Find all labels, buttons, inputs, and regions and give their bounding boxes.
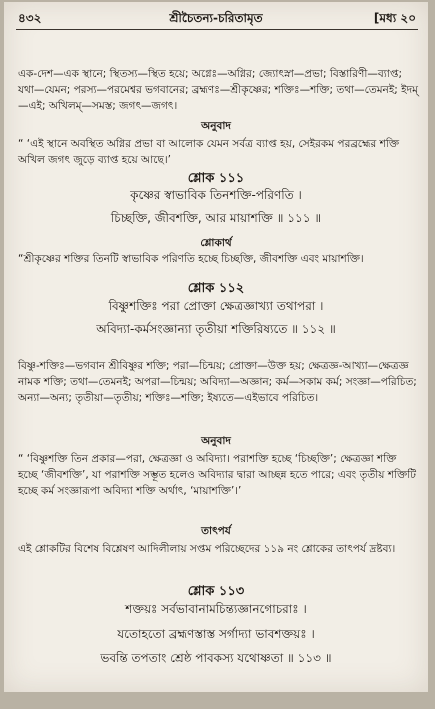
chapter-label: [মধ্য ২০ [373, 11, 416, 25]
slokartha-paragraph: “শ্রীকৃষ্ণের শক্তির তিনটি স্বাভাবিক পরিণতি হচ্ছে চিচ্ছক্তি, জীবশক্তি এবং মায়াশক্তি। [18, 253, 364, 265]
sloka-112-line-2: অবিদ্যা-কর্মসংজ্ঞান্যা তৃতীয়া শক্তিরিষ্যতে ॥ ১১২ ॥ [96, 322, 336, 336]
header-rule [16, 29, 418, 30]
sloka-112-heading: শ্লোক ১১২ [187, 281, 245, 296]
purport-paragraph: এই শ্লোকটির বিশেষ বিশ্লেষণ আদিলীলায় সপ্তম পরিচ্ছেদের ১১৯ নং শ্লোকের তাৎপর্য দ্রষ্টব্য। [18, 543, 396, 555]
sloka-113-heading: শ্লোক ১১৩ [187, 584, 245, 599]
sloka-113-line-2: যতোহতো ব্রহ্মণস্তাস্ত সর্গাদ্যা ভাবশক্তয়ঃ । [117, 627, 315, 641]
translation-paragraph-1: “ ‘এই স্থানে অবস্থিত অগ্নির প্রভা বা আলোক যেমন সর্বত্র ব্যাপ্ত হয়, সেইরকম পরব্রহ্মের শক্তি অখিল জগৎ জুড়ে ব্যাপ্ত হয়ে আছে।’ [18, 138, 400, 166]
sloka-113-line-1: শক্তয়ঃ সর্বভাবানামচিন্ত্যজ্ঞানগোচরাঃ । [125, 602, 307, 616]
page-number: ৪৩২ [18, 11, 42, 25]
page-header [4, 8, 428, 28]
sloka-112-line-1: বিষ্ণুশক্তিঃ পরা প্রোক্তা ক্ষেত্রজ্ঞাখ্যা তথাপরা । [108, 299, 324, 313]
translation-heading-1: অনুবাদ [201, 120, 231, 132]
sloka-111-line-1: কৃষ্ণের স্বাভাবিক তিনশক্তি-পরিণতি । [130, 188, 302, 202]
synonyms-paragraph-2: বিষ্ণু-শক্তিঃ—ভগবান শ্রীবিষ্ণুর শক্তি; পরা—চিন্ময়; প্রোক্তা—উক্ত হয়; ক্ষেত্রজ্ঞ-আখ্যা—ক্ষেত্রজ্ঞ নামক শক্তি; তথা—তেমনই; অপরা—চিন্ময়; অবিদ্যা—অজ্ঞান; কর্ম—সকাম কর্ম; সংজ্ঞা—পরিচিত; অন্যা—অন্য; তৃতীয়া—তৃতীয়; শক্তিঃ—শক্তি; ইষ্যতে—এইভাবে পরিচিত। [18, 360, 417, 404]
book-title: শ্রীচৈতন্য-চরিতামৃত [169, 11, 263, 25]
translation-heading-2: অনুবাদ [201, 435, 231, 447]
book-page [4, 2, 428, 692]
sloka-113-line-3: ভবন্তি তপতাং শ্রেষ্ঠ পাবকস্য যথোষ্ণতা ॥ ১১৩ ॥ [100, 651, 332, 665]
translation-paragraph-2: “ ‘বিষ্ণুশক্তি তিন প্রকার—পরা, ক্ষেত্রজ্ঞা ও অবিদ্যা। পরাশক্তি হচ্ছে ‘চিচ্ছক্তি’; ক্ষেত্রজ্ঞা শক্তি হচ্ছে ‘জীবশক্তি’, যা পরাশক্তি সম্ভূত হলেও অবিদ্যার দ্বারা আচ্ছন্ন হতে পারে; এবং তৃতীয় শক্তিটি হচ্ছে কর্ম সংজ্ঞারূপা অবিদ্যা শক্তি অর্থাৎ, ‘মায়াশক্তি’।’ [18, 453, 416, 497]
synonyms-paragraph-1: এক-দেশ—এক স্থানে; স্থিতস্য—স্থিত হয়ে; অগ্নেঃ—অগ্নির; জ্যোৎস্না—প্রভা; বিস্তারিণী—ব্যাপ্ত; যথা—যেমন; পরস্য—পরমেশ্বর ভগবানের; ব্রহ্মণঃ—শ্রীকৃষ্ণের; শক্তিঃ—শক্তি; তথা—তেমনই; ইদম্—এই; অখিলম্—সমস্ত; জগৎ—জগৎ। [18, 68, 418, 112]
purport-heading: তাৎপর্য [201, 525, 231, 537]
sloka-111-heading: শ্লোক ১১১ [187, 171, 245, 186]
sloka-111-line-2: চিচ্ছক্তি, জীবশক্তি, আর মায়াশক্তি ॥ ১১১ ॥ [110, 211, 322, 225]
slokartha-heading: শ্লোকার্থ [200, 237, 232, 249]
